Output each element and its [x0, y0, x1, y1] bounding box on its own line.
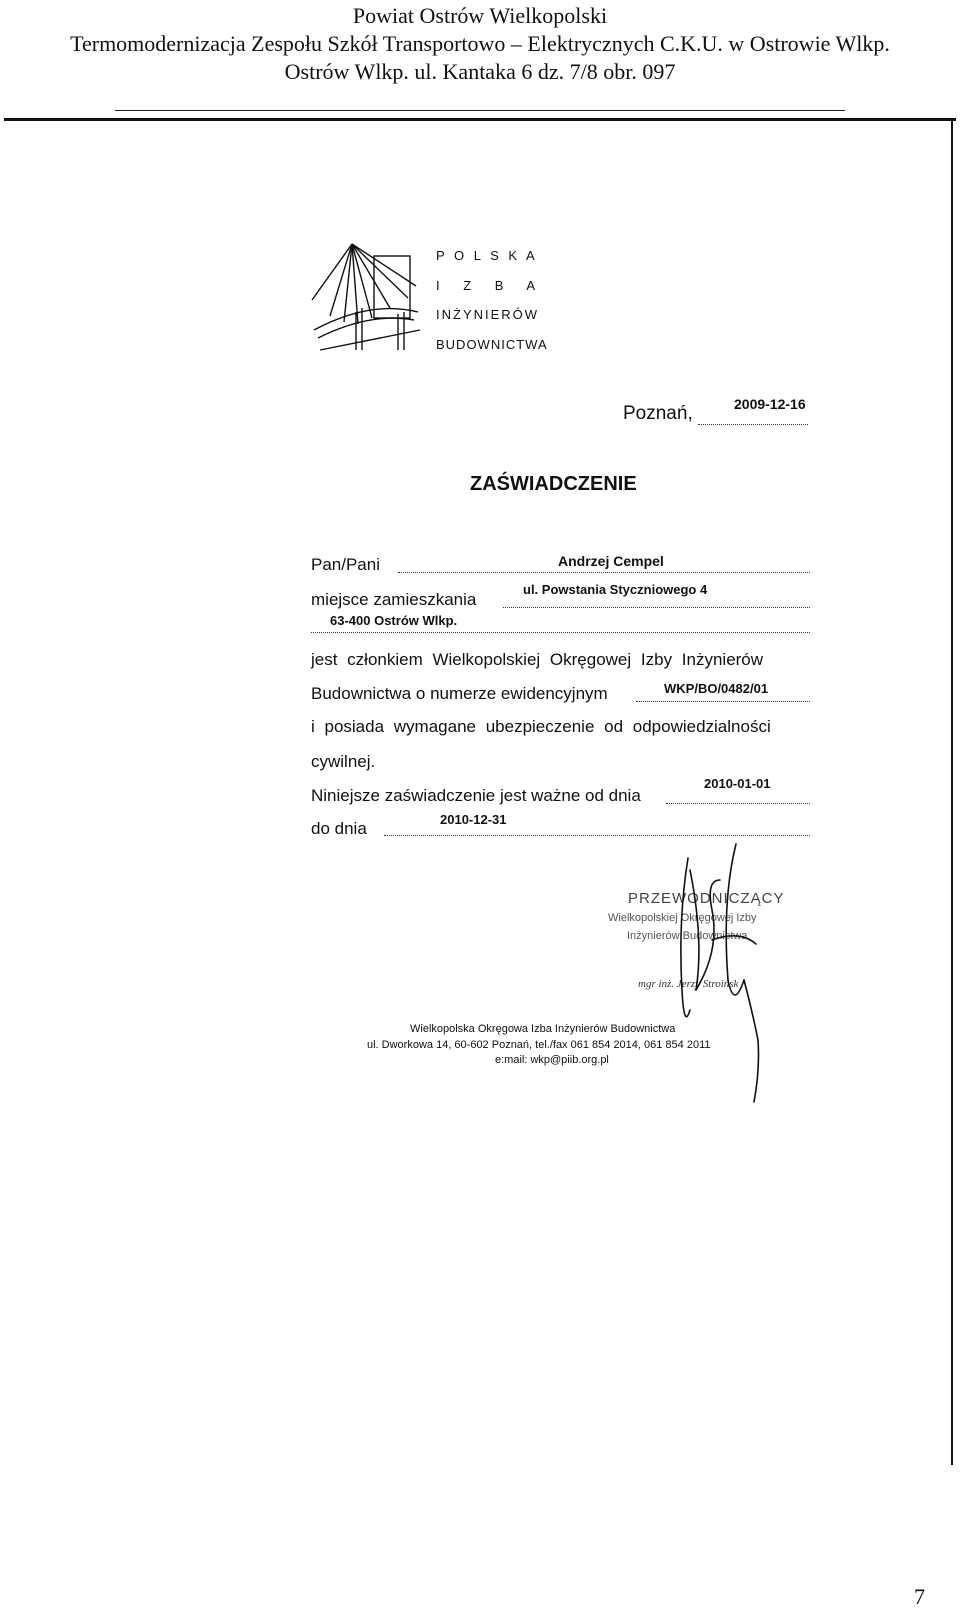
stamp-line-2: Wielkopolskiej Okręgowej Izby: [608, 912, 757, 924]
body-line-1: jest członkiem Wielkopolskiej Okręgowej Izby Inżynierów: [311, 650, 764, 669]
valid-to-label: do dnia: [311, 819, 367, 838]
body-line-3: i posiada wymagane ubezpieczenie od odpowiedzialności: [311, 717, 771, 736]
stamp-line-1: PRZEWODNICZĄCY: [628, 890, 785, 907]
header-thin-rule: [115, 110, 845, 111]
page-number: 7: [914, 1584, 925, 1609]
document-title: ZAŚWIADCZENIE: [470, 473, 637, 495]
residence-label: miejsce zamieszkania: [311, 590, 477, 609]
piib-logo-icon: [310, 242, 430, 352]
footer-line-3: e:mail: wkp@piib.org.pl: [495, 1054, 609, 1066]
logo-line-1: P O L S K A: [436, 248, 538, 263]
logo-line-2: I Z B A: [436, 278, 539, 293]
header-line-1: Powiat Ostrów Wielkopolski: [352, 3, 608, 28]
residence-city: 63-400 Ostrów Wlkp.: [330, 613, 458, 628]
valid-to-dotted-line: [384, 835, 810, 836]
place-label: Poznań,: [623, 403, 693, 424]
header-line-3: Ostrów Wlkp. ul. Kantaka 6 dz. 7/8 obr. 097: [284, 59, 676, 84]
registry-dotted-line: [636, 701, 810, 702]
signature-icon: [660, 840, 780, 1110]
registry-number: WKP/BO/0482/01: [664, 681, 769, 696]
logo-line-3: INŻYNIERÓW: [436, 307, 540, 322]
header-line-2: Termomodernizacja Zespołu Szkół Transportowo – Elektrycznych C.K.U. w Ostrowie Wlkp.: [70, 31, 890, 56]
body-line-2: Budownictwa o numerze ewidencyjnym: [311, 684, 608, 703]
valid-to-date: 2010-12-31: [440, 812, 507, 827]
residence-dotted-line: [503, 607, 810, 608]
footer-line-1: Wielkopolska Okręgowa Izba Inżynierów Budownictwa: [410, 1023, 676, 1035]
stamp-name: mgr inż. Jerzy Stroińsk: [638, 978, 739, 990]
person-label: Pan/Pani: [311, 555, 380, 574]
valid-from-date: 2010-01-01: [704, 776, 771, 791]
logo-line-4: BUDOWNICTWA: [436, 337, 548, 352]
valid-from-dotted-line: [666, 803, 810, 804]
valid-from-label: Niniejsze zaświadczenie jest ważne od dnia: [311, 786, 641, 805]
date-dotted-line: [698, 424, 808, 425]
body-line-4: cywilnej.: [311, 752, 376, 771]
header-thick-rule: [4, 118, 956, 121]
person-dotted-line: [398, 572, 810, 573]
residence-street: ul. Powstania Styczniowego 4: [523, 582, 708, 597]
residence-dotted-line-2: [311, 632, 810, 633]
right-margin-bar: [951, 120, 953, 1465]
issue-date: 2009-12-16: [734, 396, 806, 412]
footer-line-2: ul. Dworkowa 14, 60-602 Poznań, tel./fax 061 854 2014, 061 854 2011: [367, 1039, 711, 1051]
stamp-line-3: Inżynierów Budownictwa: [627, 930, 748, 942]
person-name: Andrzej Cempel: [558, 553, 664, 569]
